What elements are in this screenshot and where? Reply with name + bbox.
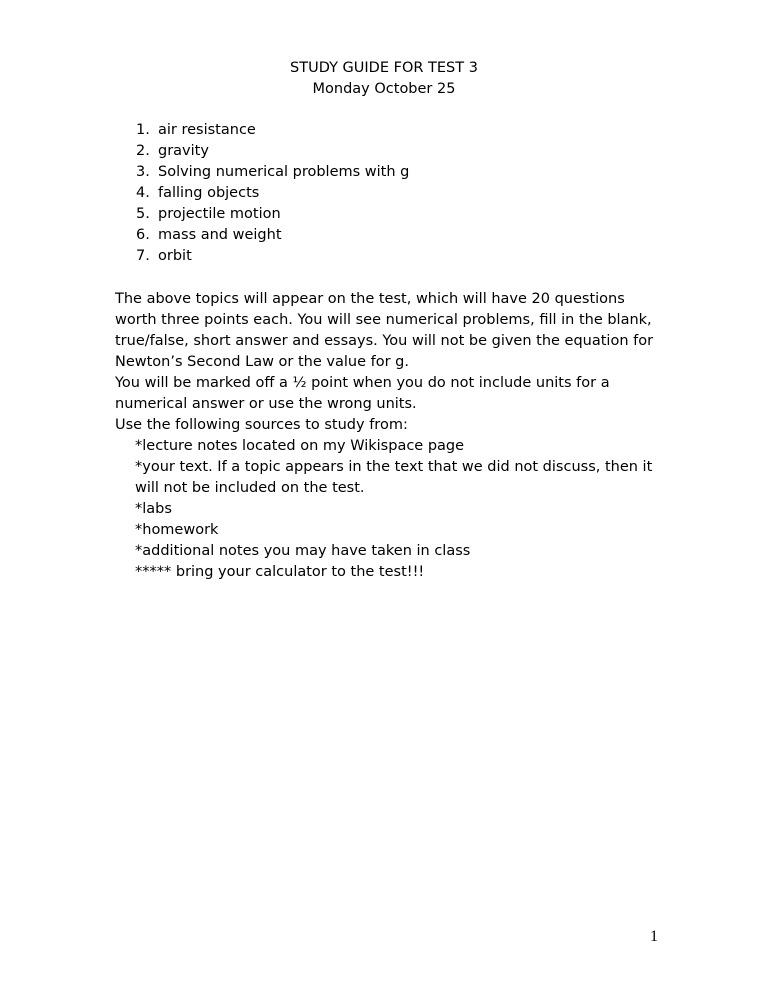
page-number: 1 bbox=[650, 928, 658, 945]
topic-item bbox=[136, 183, 409, 204]
test-format-paragraph: The above topics will appear on the test, which will have 20 questions worth three points each. You will see numerical problems, fill in the blank, true/false, short answer and essays. You will not be given the equation for Newton’s Second Law or the value for g. bbox=[115, 291, 654, 370]
source-item: *homework bbox=[135, 522, 219, 538]
topic-number: 2. bbox=[136, 143, 150, 159]
topic-label: falling objects bbox=[158, 185, 260, 201]
topic-item bbox=[136, 204, 409, 225]
source-item: *additional notes you may have taken in class bbox=[135, 543, 471, 559]
source-item: *your text. If a topic appears in the text that we did not discuss, then it will not be included on the test. bbox=[135, 459, 653, 496]
topic-number: 6. bbox=[136, 227, 150, 243]
topic-number: 4. bbox=[136, 185, 150, 201]
topic-label: gravity bbox=[158, 143, 209, 159]
topic-item bbox=[136, 120, 409, 141]
document-date: Monday October 25 bbox=[312, 81, 456, 97]
units-paragraph: You will be marked off a ½ point when you do not include units for a numerical answer or use the wrong units. bbox=[115, 375, 610, 412]
topic-number: 1. bbox=[136, 122, 150, 138]
topic-number: 7. bbox=[136, 248, 150, 264]
sources-intro: Use the following sources to study from: bbox=[115, 417, 408, 433]
source-item: ***** bring your calculator to the test!!! bbox=[135, 564, 425, 580]
source-item: *lecture notes located on my Wikispace page bbox=[135, 438, 465, 454]
topic-item bbox=[136, 246, 409, 267]
topic-label: orbit bbox=[158, 248, 192, 264]
topic-label: projectile motion bbox=[158, 206, 281, 222]
topic-item bbox=[136, 225, 409, 246]
topic-label: Solving numerical problems with g bbox=[158, 164, 410, 180]
document-title: STUDY GUIDE FOR TEST 3 bbox=[290, 60, 478, 76]
topic-number: 3. bbox=[136, 164, 150, 180]
study-sources-list bbox=[135, 436, 655, 583]
topic-label: mass and weight bbox=[158, 227, 282, 243]
topic-item bbox=[136, 141, 409, 162]
topic-item bbox=[136, 162, 409, 183]
topic-number: 5. bbox=[136, 206, 150, 222]
source-item: *labs bbox=[135, 501, 172, 517]
topic-label: air resistance bbox=[158, 122, 256, 138]
topic-list bbox=[136, 120, 409, 267]
